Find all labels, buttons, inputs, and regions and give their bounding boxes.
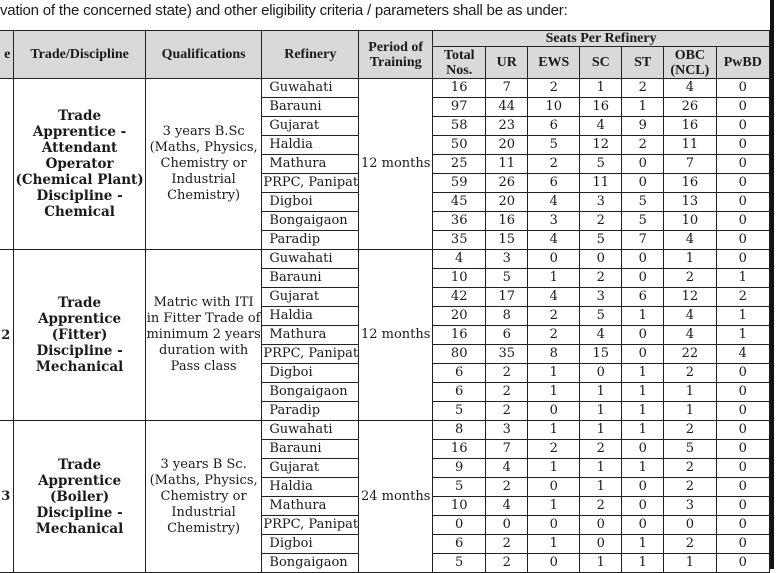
seat-count-total: 45 xyxy=(433,193,486,212)
seat-count-total: 6 xyxy=(433,364,486,383)
trade-discipline: Trade Apprentice (Boiler) Discipline - Mechanical xyxy=(14,421,146,573)
seat-count-ews: 0 xyxy=(528,402,580,421)
seat-count-pwbd: 0 xyxy=(716,440,769,459)
seat-count-total: 5 xyxy=(433,554,486,573)
seat-count-ur: 7 xyxy=(486,79,528,98)
seat-count-ur: 2 xyxy=(486,535,528,554)
seat-count-ews: 0 xyxy=(528,516,580,535)
refinery-name: PRPC, Panipat xyxy=(262,516,359,535)
seat-count-total: 58 xyxy=(433,117,486,136)
seat-count-st: 1 xyxy=(622,98,664,117)
seat-count-st: 2 xyxy=(622,136,664,155)
seat-count-obc: 2 xyxy=(664,269,716,288)
seat-count-sc: 5 xyxy=(580,155,622,174)
seat-count-st: 1 xyxy=(622,535,664,554)
seat-count-ur: 3 xyxy=(486,250,528,269)
seat-count-ews: 10 xyxy=(528,98,580,117)
header-refinery: Refinery xyxy=(262,31,359,79)
seat-count-st: 1 xyxy=(622,364,664,383)
seat-count-obc: 12 xyxy=(664,288,716,307)
seat-count-sc: 1 xyxy=(580,402,622,421)
seat-count-pwbd: 0 xyxy=(716,136,769,155)
seat-count-obc: 4 xyxy=(664,326,716,345)
seat-count-ews: 0 xyxy=(528,250,580,269)
seat-count-obc: 1 xyxy=(664,554,716,573)
seat-count-pwbd: 0 xyxy=(716,98,769,117)
seat-count-pwbd: 0 xyxy=(716,535,769,554)
seat-count-st: 0 xyxy=(622,155,664,174)
seat-count-obc: 2 xyxy=(664,478,716,497)
seat-count-st: 6 xyxy=(622,288,664,307)
seat-count-ur: 5 xyxy=(486,269,528,288)
seat-count-sc: 16 xyxy=(580,98,622,117)
seat-count-total: 10 xyxy=(433,269,486,288)
seat-count-pwbd: 0 xyxy=(716,174,769,193)
seat-count-ews: 1 xyxy=(528,383,580,402)
header-qualifications: Qualifications xyxy=(145,31,262,79)
refinery-name: Digboi xyxy=(262,535,359,554)
seat-count-ur: 17 xyxy=(486,288,528,307)
table-row xyxy=(0,79,770,98)
seat-count-st: 9 xyxy=(622,117,664,136)
seat-count-pwbd: 0 xyxy=(716,459,769,478)
seat-count-ews: 1 xyxy=(528,421,580,440)
header-total: Total Nos. xyxy=(433,47,486,79)
seat-count-obc: 22 xyxy=(664,345,716,364)
seat-count-ur: 16 xyxy=(486,212,528,231)
period-of-training: 12 months xyxy=(359,79,433,250)
seat-count-obc: 0 xyxy=(664,516,716,535)
seat-count-obc: 10 xyxy=(664,212,716,231)
seat-count-sc: 0 xyxy=(580,250,622,269)
seat-count-ews: 2 xyxy=(528,155,580,174)
seat-count-sc: 4 xyxy=(580,117,622,136)
seat-count-ur: 15 xyxy=(486,231,528,250)
seat-count-total: 10 xyxy=(433,497,486,516)
seat-count-ur: 23 xyxy=(486,117,528,136)
seat-count-sc: 4 xyxy=(580,326,622,345)
seat-count-pwbd: 0 xyxy=(716,383,769,402)
seat-count-ews: 5 xyxy=(528,136,580,155)
seat-count-total: 9 xyxy=(433,459,486,478)
seat-count-st: 0 xyxy=(622,440,664,459)
seat-count-obc: 1 xyxy=(664,383,716,402)
seat-count-ews: 0 xyxy=(528,478,580,497)
serial-number xyxy=(0,79,14,250)
header-period: Period of Training xyxy=(359,31,433,79)
seat-count-st: 0 xyxy=(622,497,664,516)
refinery-name: PRPC, Panipat xyxy=(262,174,359,193)
header-ur: UR xyxy=(486,47,528,79)
seat-count-pwbd: 1 xyxy=(716,307,769,326)
seat-count-pwbd: 4 xyxy=(716,345,769,364)
seat-count-pwbd: 0 xyxy=(716,250,769,269)
seat-count-st: 0 xyxy=(622,250,664,269)
seat-count-total: 16 xyxy=(433,326,486,345)
seat-count-sc: 1 xyxy=(580,383,622,402)
seat-count-ews: 1 xyxy=(528,269,580,288)
seat-count-ews: 2 xyxy=(528,79,580,98)
seat-count-ur: 20 xyxy=(486,193,528,212)
seat-count-sc: 2 xyxy=(580,440,622,459)
header-ews: EWS xyxy=(528,47,580,79)
seat-count-sc: 2 xyxy=(580,212,622,231)
seat-count-sc: 1 xyxy=(580,459,622,478)
seat-count-ur: 26 xyxy=(486,174,528,193)
seat-count-ur: 2 xyxy=(486,364,528,383)
seat-count-st: 5 xyxy=(622,212,664,231)
seat-count-ews: 6 xyxy=(528,174,580,193)
seat-count-obc: 7 xyxy=(664,155,716,174)
seat-count-ews: 2 xyxy=(528,440,580,459)
seat-count-obc: 16 xyxy=(664,174,716,193)
seat-count-obc: 26 xyxy=(664,98,716,117)
seat-count-sc: 11 xyxy=(580,174,622,193)
seat-count-pwbd: 1 xyxy=(716,326,769,345)
seat-count-obc: 16 xyxy=(664,117,716,136)
seat-count-st: 5 xyxy=(622,193,664,212)
seat-count-total: 5 xyxy=(433,402,486,421)
seat-count-pwbd: 0 xyxy=(716,364,769,383)
seat-count-obc: 13 xyxy=(664,193,716,212)
seat-count-sc: 0 xyxy=(580,516,622,535)
seat-count-sc: 5 xyxy=(580,307,622,326)
seat-count-ews: 2 xyxy=(528,326,580,345)
refinery-name: Mathura xyxy=(262,326,359,345)
seat-count-total: 42 xyxy=(433,288,486,307)
seat-count-total: 50 xyxy=(433,136,486,155)
seat-count-obc: 2 xyxy=(664,459,716,478)
seat-count-st: 1 xyxy=(622,307,664,326)
seat-count-pwbd: 0 xyxy=(716,516,769,535)
seat-count-ur: 35 xyxy=(486,345,528,364)
seat-count-st: 0 xyxy=(622,516,664,535)
refinery-name: Bongaigaon xyxy=(262,212,359,231)
seat-count-ews: 1 xyxy=(528,459,580,478)
refinery-name: Gujarat xyxy=(262,117,359,136)
refinery-name: Bongaigaon xyxy=(262,383,359,402)
seat-count-sc: 5 xyxy=(580,231,622,250)
seat-count-st: 1 xyxy=(622,459,664,478)
page-border xyxy=(770,0,774,569)
seats-table xyxy=(0,30,770,573)
refinery-name: Haldia xyxy=(262,307,359,326)
seat-count-total: 59 xyxy=(433,174,486,193)
seat-count-sc: 15 xyxy=(580,345,622,364)
seat-count-pwbd: 0 xyxy=(716,212,769,231)
refinery-name: Haldia xyxy=(262,478,359,497)
seat-count-ur: 7 xyxy=(486,440,528,459)
seat-count-total: 80 xyxy=(433,345,486,364)
seat-count-pwbd: 2 xyxy=(716,288,769,307)
seat-count-total: 20 xyxy=(433,307,486,326)
header-obc: OBC (NCL) xyxy=(664,47,716,79)
refinery-name: Paradip xyxy=(262,402,359,421)
seat-count-total: 16 xyxy=(433,79,486,98)
seat-count-obc: 2 xyxy=(664,421,716,440)
seat-count-ur: 2 xyxy=(486,402,528,421)
refinery-name: Guwahati xyxy=(262,250,359,269)
seat-count-st: 0 xyxy=(622,478,664,497)
header-seats-group: Seats Per Refinery xyxy=(433,31,770,47)
header-st: ST xyxy=(622,47,664,79)
header-sc: SC xyxy=(580,47,622,79)
seat-count-ur: 44 xyxy=(486,98,528,117)
seat-count-st: 0 xyxy=(622,174,664,193)
seat-count-total: 8 xyxy=(433,421,486,440)
seat-count-sc: 1 xyxy=(580,478,622,497)
seat-count-st: 0 xyxy=(622,345,664,364)
seat-count-obc: 1 xyxy=(664,402,716,421)
seat-count-obc: 4 xyxy=(664,79,716,98)
seat-count-pwbd: 0 xyxy=(716,117,769,136)
refinery-name: Barauni xyxy=(262,440,359,459)
seat-count-pwbd: 0 xyxy=(716,231,769,250)
seat-count-ur: 4 xyxy=(486,459,528,478)
seat-count-sc: 1 xyxy=(580,79,622,98)
seat-count-sc: 2 xyxy=(580,497,622,516)
seat-count-pwbd: 0 xyxy=(716,155,769,174)
seat-count-st: 7 xyxy=(622,231,664,250)
seat-count-st: 1 xyxy=(622,402,664,421)
seat-count-pwbd: 1 xyxy=(716,269,769,288)
seat-count-total: 35 xyxy=(433,231,486,250)
seat-count-st: 1 xyxy=(622,421,664,440)
seat-count-ews: 2 xyxy=(528,307,580,326)
seat-count-total: 16 xyxy=(433,440,486,459)
seat-count-obc: 11 xyxy=(664,136,716,155)
table-row xyxy=(0,421,770,440)
seat-count-sc: 12 xyxy=(580,136,622,155)
header-trade: Trade/Discipline xyxy=(14,31,146,79)
refinery-name: PRPC, Panipat xyxy=(262,345,359,364)
seat-count-ur: 8 xyxy=(486,307,528,326)
seat-count-pwbd: 0 xyxy=(716,421,769,440)
serial-number: 2 xyxy=(0,250,14,421)
seat-count-ur: 3 xyxy=(486,421,528,440)
seat-count-obc: 2 xyxy=(664,364,716,383)
seat-count-st: 0 xyxy=(622,269,664,288)
seat-count-st: 2 xyxy=(622,79,664,98)
seat-count-ews: 4 xyxy=(528,231,580,250)
seat-count-total: 5 xyxy=(433,478,486,497)
seat-count-total: 0 xyxy=(433,516,486,535)
table-row xyxy=(0,250,770,269)
seat-count-ur: 2 xyxy=(486,554,528,573)
qualifications: 3 years B.Sc (Maths, Physics, Chemistry or Industrial Chemistry) xyxy=(145,79,262,250)
seat-count-total: 25 xyxy=(433,155,486,174)
intro-text: vation of the concerned state) and other eligibility criteria / parameters shall be as under: xyxy=(0,2,568,19)
trade-discipline: Trade Apprentice (Fitter) Discipline - Mechanical xyxy=(14,250,146,421)
seat-count-sc: 1 xyxy=(580,554,622,573)
seat-count-obc: 3 xyxy=(664,497,716,516)
seat-count-total: 6 xyxy=(433,383,486,402)
seat-count-pwbd: 0 xyxy=(716,497,769,516)
qualifications: 3 years B Sc. (Maths, Physics, Chemistry or Industrial Chemistry) xyxy=(145,421,262,573)
seat-count-pwbd: 0 xyxy=(716,478,769,497)
seat-count-sc: 3 xyxy=(580,288,622,307)
seat-count-sc: 3 xyxy=(580,193,622,212)
refinery-name: Guwahati xyxy=(262,421,359,440)
seat-count-sc: 1 xyxy=(580,421,622,440)
seat-count-sc: 0 xyxy=(580,364,622,383)
seat-count-ews: 1 xyxy=(528,535,580,554)
refinery-name: Barauni xyxy=(262,269,359,288)
seat-count-ews: 4 xyxy=(528,193,580,212)
seat-count-obc: 4 xyxy=(664,307,716,326)
seat-count-total: 97 xyxy=(433,98,486,117)
seat-count-ur: 4 xyxy=(486,497,528,516)
refinery-name: Gujarat xyxy=(262,459,359,478)
seat-count-ur: 2 xyxy=(486,478,528,497)
refinery-name: Guwahati xyxy=(262,79,359,98)
trade-discipline: Trade Apprentice - Attendant Operator (Chemical Plant) Discipline - Chemical xyxy=(14,79,146,250)
seat-count-st: 1 xyxy=(622,554,664,573)
header-pwbd: PwBD xyxy=(716,47,769,79)
seat-count-ur: 6 xyxy=(486,326,528,345)
seat-count-ur: 20 xyxy=(486,136,528,155)
seat-count-total: 4 xyxy=(433,250,486,269)
seat-count-st: 0 xyxy=(622,326,664,345)
refinery-name: Digboi xyxy=(262,193,359,212)
refinery-name: Haldia xyxy=(262,136,359,155)
seat-count-ews: 0 xyxy=(528,554,580,573)
seat-count-ews: 8 xyxy=(528,345,580,364)
refinery-name: Digboi xyxy=(262,364,359,383)
seat-count-sc: 2 xyxy=(580,269,622,288)
header-sl: e xyxy=(0,31,14,79)
refinery-name: Mathura xyxy=(262,497,359,516)
seat-count-pwbd: 0 xyxy=(716,402,769,421)
seat-count-total: 6 xyxy=(433,535,486,554)
seat-count-ews: 3 xyxy=(528,212,580,231)
seat-count-pwbd: 0 xyxy=(716,193,769,212)
seat-count-obc: 1 xyxy=(664,250,716,269)
seat-count-obc: 2 xyxy=(664,535,716,554)
period-of-training: 12 months xyxy=(359,250,433,421)
seat-count-ews: 1 xyxy=(528,364,580,383)
refinery-name: Barauni xyxy=(262,98,359,117)
seat-count-pwbd: 0 xyxy=(716,554,769,573)
refinery-name: Mathura xyxy=(262,155,359,174)
seat-count-sc: 0 xyxy=(580,535,622,554)
refinery-name: Paradip xyxy=(262,231,359,250)
period-of-training: 24 months xyxy=(359,421,433,573)
seat-count-obc: 4 xyxy=(664,231,716,250)
refinery-name: Gujarat xyxy=(262,288,359,307)
seat-count-ur: 2 xyxy=(486,383,528,402)
qualifications: Matric with ITI in Fitter Trade of minimum 2 years duration with Pass class xyxy=(145,250,262,421)
seat-count-ur: 0 xyxy=(486,516,528,535)
refinery-name: Bongaigaon xyxy=(262,554,359,573)
seat-count-ews: 4 xyxy=(528,288,580,307)
seat-count-pwbd: 0 xyxy=(716,79,769,98)
seat-count-ews: 1 xyxy=(528,497,580,516)
seat-count-ur: 11 xyxy=(486,155,528,174)
seat-count-ews: 6 xyxy=(528,117,580,136)
seat-count-st: 1 xyxy=(622,383,664,402)
seat-count-obc: 5 xyxy=(664,440,716,459)
seat-count-total: 36 xyxy=(433,212,486,231)
serial-number: 3 xyxy=(0,421,14,573)
